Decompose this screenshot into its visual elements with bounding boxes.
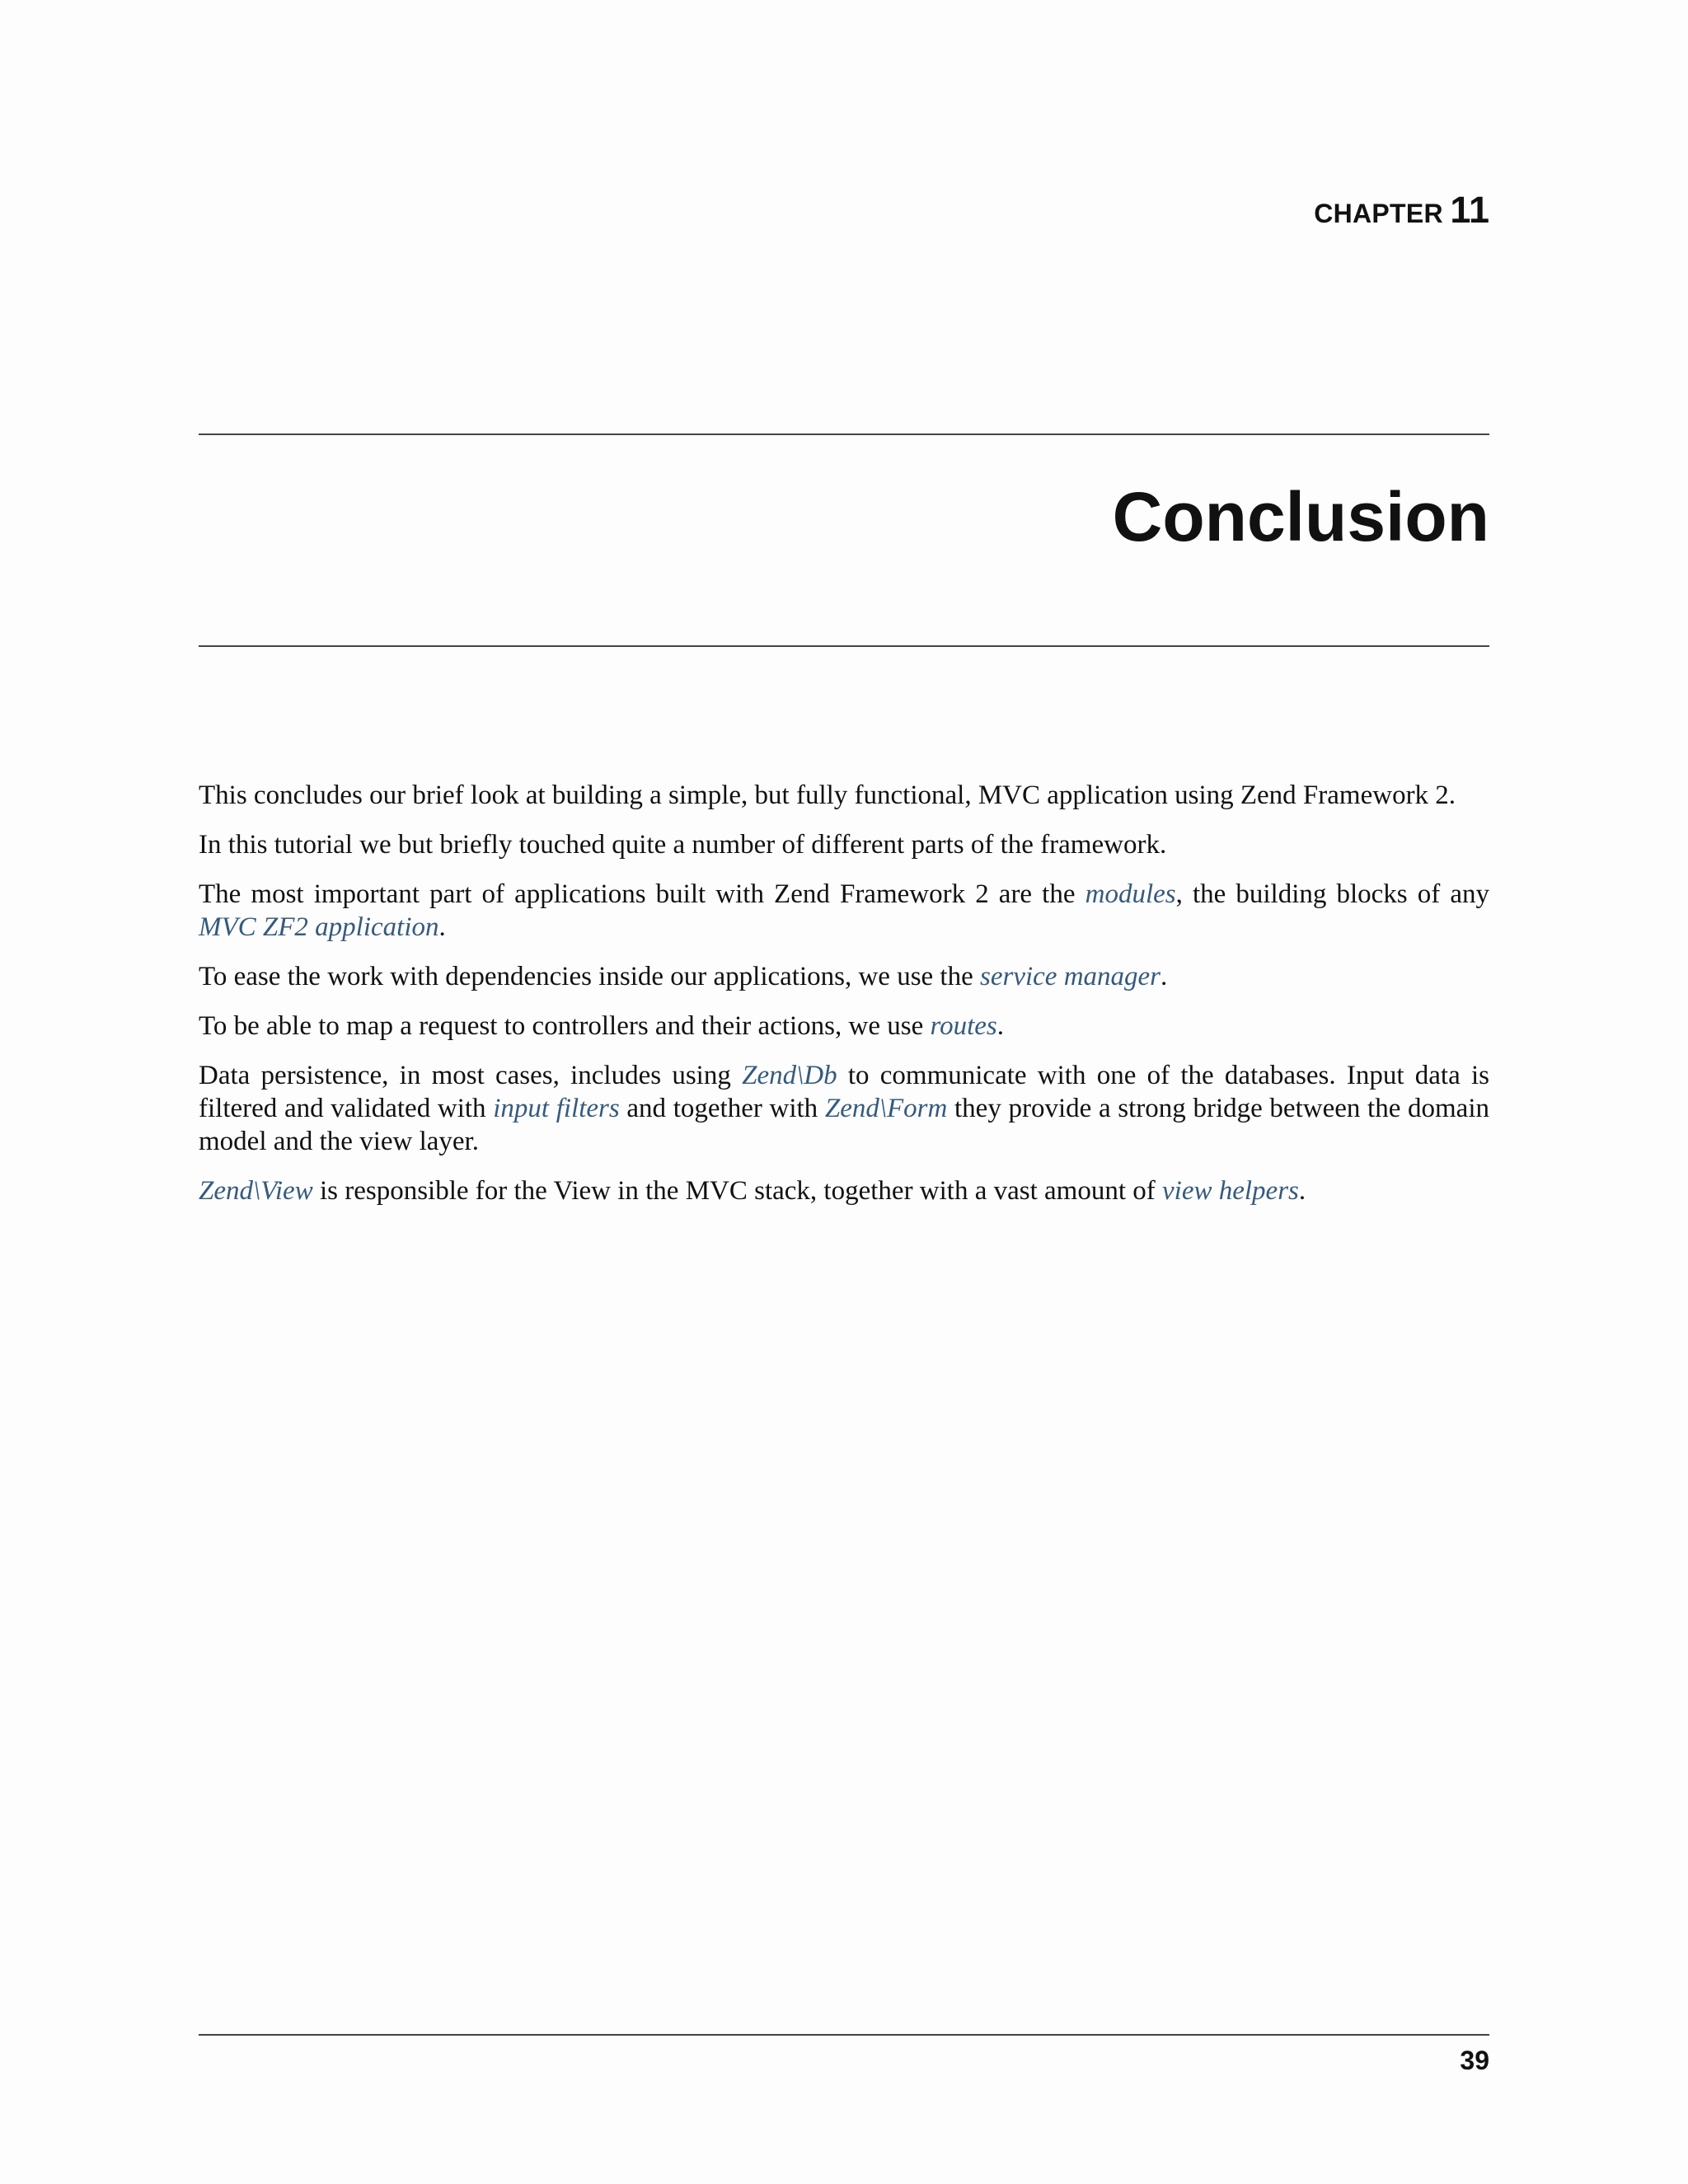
- paragraph-5: To be able to map a request to controllers and their actions, we use routes.: [199, 1011, 1005, 1041]
- link-modules[interactable]: modules: [1085, 879, 1176, 909]
- link-zend-db[interactable]: Zend\Db: [742, 1061, 837, 1090]
- chapter-title: Conclusion: [1112, 478, 1489, 555]
- footer-rule: [199, 2034, 1489, 2036]
- link-routes[interactable]: routes: [930, 1011, 997, 1041]
- page-number: 39: [1460, 2046, 1489, 2075]
- paragraph-2: In this tutorial we but briefly touched quite a number of different parts of the framework.: [199, 830, 1167, 860]
- link-view-helpers[interactable]: view helpers: [1162, 1176, 1299, 1206]
- link-input-filters[interactable]: input filters: [493, 1094, 620, 1123]
- title-rule-top: [199, 434, 1489, 435]
- paragraph-6: Data persistence, in most cases, includes using Zend\Db to communicate with one of the databases. Input data is filtered and validated with input filters and together with Zend\Form they provide a strong bridge between the domain model and the view layer.: [199, 1061, 1490, 1156]
- link-service-manager[interactable]: service manager: [980, 962, 1161, 991]
- chapter-label: [1314, 189, 1489, 231]
- chapter-word: CHAPTER: [1314, 199, 1443, 228]
- link-zend-form[interactable]: Zend\Form: [824, 1094, 948, 1123]
- paragraph-3: The most important part of applications built with Zend Framework 2 are the modules, the building blocks of any MVC ZF2 application.: [199, 879, 1489, 942]
- link-mvc-zf2-application[interactable]: MVC ZF2 application: [199, 912, 439, 942]
- title-rule-bottom: [199, 645, 1489, 647]
- link-zend-view[interactable]: Zend\View: [199, 1176, 313, 1206]
- paragraph-1: This concludes our brief look at building a simple, but fully functional, MVC application using Zend Framework 2.: [199, 780, 1456, 810]
- body-text: [199, 779, 1489, 1224]
- paragraph-7: Zend\View is responsible for the View in the MVC stack, together with a vast amount of view helpers.: [199, 1176, 1306, 1206]
- chapter-number: 11: [1450, 189, 1489, 231]
- paragraph-4: To ease the work with dependencies inside our applications, we use the service manager.: [199, 962, 1168, 991]
